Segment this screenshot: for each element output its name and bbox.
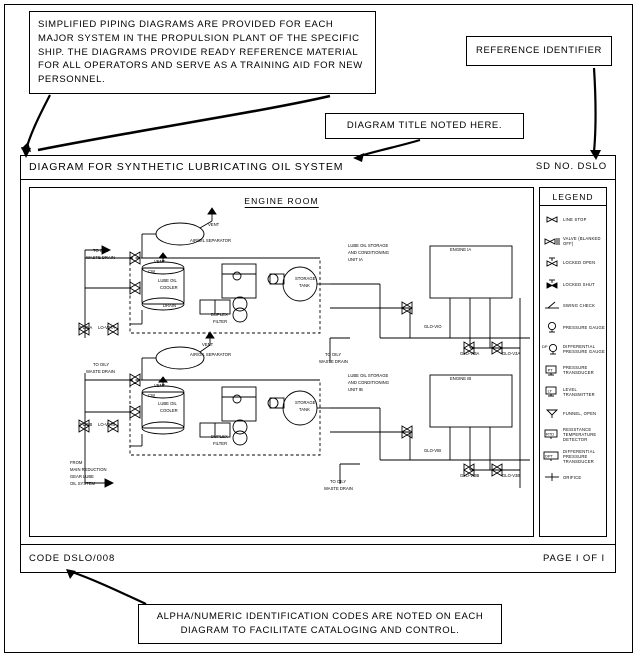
valve-blanked-off-icon: [542, 237, 562, 246]
legend-item-label: PRESSURE TRANSDUCER: [563, 365, 594, 376]
diagram-label: WASTE DRAIN: [86, 255, 115, 260]
diagram-label: VENT: [154, 259, 166, 264]
diagram-label: UNIT IB: [348, 387, 363, 392]
diagram-label: TO OILY: [325, 352, 342, 357]
legend-title: LEGEND: [540, 188, 606, 206]
legend-item: [540, 274, 606, 296]
diagram-label: STORAGE: [295, 400, 316, 405]
orifice-icon: [542, 472, 562, 483]
legend-item: [540, 295, 606, 317]
legend-item-label: LINE STOP: [563, 217, 587, 223]
sheet-header: [21, 156, 615, 180]
swing-check-icon: [542, 301, 562, 310]
locked-open-icon: [542, 257, 562, 268]
legend-item-label: LEVEL TRANSMITTER: [563, 386, 595, 397]
legend-item-label: VALVE (BLANKED OFF): [563, 236, 601, 247]
diagram-label: AND CONDITIONING: [348, 250, 389, 255]
diagram-label: TANK: [299, 407, 310, 412]
legend-item: [540, 446, 606, 468]
diagram-label: AIR/OIL SEPARATOR: [190, 352, 232, 357]
svg-text:PT: PT: [547, 367, 553, 373]
drawing-area-label: ENGINE ROOM: [244, 196, 319, 206]
svg-text:DP: DP: [542, 343, 548, 349]
legend-item-label: FUNNEL, OPEN: [563, 410, 597, 416]
piping-schematic-svg: [30, 188, 533, 536]
callout-reference-identifier: REFERENCE IDENTIFIER: [466, 36, 612, 66]
legend-item-label: ORIFICE: [563, 475, 582, 481]
diagram-label: FILTER: [213, 441, 228, 446]
svg-text:RTD: RTD: [546, 431, 555, 437]
diagram-label: MAIN REDUCTION: [70, 467, 107, 472]
diagram-label: WASTE DRAIN: [86, 369, 115, 374]
legend-item-label: DIFFERENTIAL PRESSURE GAUGE: [563, 343, 605, 354]
legend-item: [540, 252, 606, 274]
funnel-open-icon: [542, 408, 562, 419]
sheet-title: DIAGRAM FOR SYNTHETIC LUBRICATING OIL SYSTEM: [29, 161, 344, 173]
legend-item-label: LOCKED OPEN: [563, 260, 596, 266]
diagram-label: GLO-VIB: [424, 448, 441, 453]
legend-item: [540, 209, 606, 231]
legend-panel: [539, 187, 607, 537]
diagram-label: TO OILY: [93, 248, 110, 253]
diagram-label: AIR/OIL SEPARATOR: [190, 238, 232, 243]
diagram-label: TO OILY: [93, 362, 110, 367]
diagram-label: TANK: [299, 283, 310, 288]
diagram-label: GLO-VI3B: [460, 473, 480, 478]
diagram-label: TO OILY: [330, 479, 347, 484]
resistance-temperature-detector-icon: [542, 429, 562, 440]
svg-text:LT: LT: [547, 388, 552, 394]
diagram-label: LUBE OIL: [158, 278, 177, 283]
diagram-label: AND CONDITIONING: [348, 380, 389, 385]
diagram-label: STORAGE: [295, 276, 316, 281]
sheet-sd-number: SD NO. DSLO: [535, 161, 607, 172]
diagram-label: VENT: [154, 383, 166, 388]
diagram-label: GLO-V3A: [502, 351, 521, 356]
diagram-label: COOLER: [160, 285, 178, 290]
diagram-label: DUPLEX: [211, 434, 228, 439]
diagram-label: PLOIB: [80, 422, 93, 427]
diagram-label: FILTER: [213, 319, 228, 324]
legend-item: [540, 338, 606, 360]
pressure-transducer-icon: [542, 365, 562, 376]
diagram-label: OIL SYSTEM: [70, 481, 95, 486]
diagram-label: ENGINE IB: [450, 376, 472, 381]
level-transmitter-icon: [542, 386, 562, 397]
diagram-label: GLO-V3B: [502, 473, 521, 478]
diagram-label: LO-V07B: [98, 422, 116, 427]
diagram-label: VENT: [202, 342, 214, 347]
legend-item-label: PRESSURE GAUGE: [563, 324, 605, 330]
diagram-label: DUPLEX: [211, 312, 228, 317]
diagram-label: LUBE OIL STORAGE: [348, 373, 389, 378]
diagram-label: UNIT IA: [348, 257, 363, 262]
diagram-label: VENT: [208, 222, 220, 227]
diagram-label: FROM: [70, 460, 83, 465]
callout-diagram-title-note: DIAGRAM TITLE NOTED HERE.: [325, 113, 524, 139]
legend-item: [540, 403, 606, 425]
diagram-sheet: [20, 155, 616, 573]
legend-item-label: RESISTANCE TEMPERATURE DETECTOR: [563, 427, 597, 443]
sheet-footer: [21, 544, 615, 572]
diagram-label: WASTE DRAIN: [319, 359, 348, 364]
piping-diagram-drawing: [29, 187, 534, 537]
diagram-label: LUBE OIL: [158, 401, 177, 406]
legend-item: [540, 231, 606, 253]
sheet-code: CODE DSLO/008: [29, 553, 116, 564]
sheet-page-number: PAGE I OF I: [543, 553, 605, 564]
diagram-label: CW: [148, 393, 155, 398]
diagram-label: GEAR LUBE: [70, 474, 94, 479]
diagram-label: ENGINE IA: [450, 247, 472, 252]
diagram-label: LO-V07A: [98, 325, 116, 330]
differential-pressure-transducer-icon: [542, 451, 562, 462]
legend-item: [540, 424, 606, 446]
callout-intro-text: SIMPLIFIED PIPING DIAGRAMS ARE PROVIDED FOR EACH MAJOR SYSTEM IN THE PROPULSION PLANT OF THE SPECIFIC SHIP. THE DIAGRAMS PROVIDE READY REFERENCE MATERIAL FOR ALL OPERATORS AND SERVE AS A TRAINING AID FOR NEW PERSONNEL.: [29, 11, 376, 94]
line-stop-icon: [542, 215, 562, 224]
diagram-label: LUBE OIL STORAGE: [348, 243, 389, 248]
legend-item-label: LOCKED SHUT: [563, 281, 595, 287]
diagram-label: DRAIN: [163, 303, 177, 308]
diagram-label: WASTE DRAIN: [324, 486, 353, 491]
diagram-label: COOLER: [160, 408, 178, 413]
diagram-label: CW: [148, 269, 155, 274]
legend-item: [540, 360, 606, 382]
diagram-label: GLO-VI3A: [460, 351, 480, 356]
legend-item-label: DIFFERENTIAL PRESSURE TRANSDUCER: [563, 448, 595, 464]
diagram-label: PLOIA: [80, 325, 93, 330]
legend-item-list: [540, 206, 606, 489]
differential-pressure-gauge-icon: [542, 343, 562, 355]
legend-item: [540, 467, 606, 489]
legend-item: [540, 381, 606, 403]
locked-shut-icon: [542, 279, 562, 290]
svg-text:DPT: DPT: [545, 453, 553, 459]
legend-item: [540, 317, 606, 339]
pressure-gauge-icon: [542, 321, 562, 333]
callout-identification-codes-note: ALPHA/NUMERIC IDENTIFICATION CODES ARE NOTED ON EACH DIAGRAM TO FACILITATE CATALOGING AND CONTROL.: [138, 604, 502, 644]
legend-item-label: SWING CHECK: [563, 303, 596, 309]
diagram-label: GLO-VIO: [424, 324, 442, 329]
